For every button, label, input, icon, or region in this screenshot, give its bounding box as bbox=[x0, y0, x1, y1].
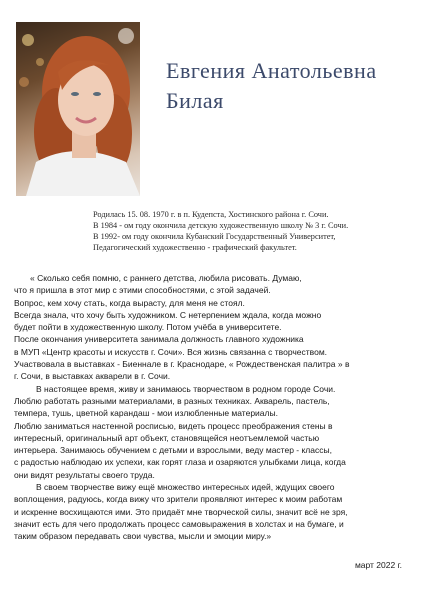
bio-line: В 1984 - ом году окончила детскую художественную школу № 3 г. Сочи. bbox=[93, 221, 349, 230]
bio-line: Педагогический художественно - графический факультет. bbox=[93, 243, 297, 252]
quote-line: г. Сочи, в выставках акварели в г. Сочи. bbox=[14, 371, 171, 382]
quote-line: Всегда знала, что хочу быть художником. С нетерпением ждала, когда можно bbox=[14, 309, 322, 320]
bio-line: Родилась 15. 08. 1970 г. в п. Кудепста, Хостинского района г. Сочи. bbox=[93, 210, 329, 219]
name-line-1: Евгения Анатольевна bbox=[166, 58, 377, 83]
portrait-photo bbox=[16, 22, 140, 196]
quote-line: Люблю работать разными материалами, в разных техниках. Акварель, пастель, bbox=[14, 395, 330, 406]
quote-line: Люблю заниматься настенной росписью, видеть процесс преображения стены в bbox=[14, 420, 333, 431]
quote-line: они видят результаты своего труда. bbox=[14, 469, 155, 480]
quote-line: В настоящее время, живу и занимаюсь творчеством в родном городе Сочи. bbox=[36, 383, 336, 394]
bio-line: В 1992- ом году окончила Кубанский Государственный Университет, bbox=[93, 232, 336, 241]
date-label: март 2022 г. bbox=[354, 560, 402, 570]
quote-line: воплощения, радуюсь, когда вижу что зрители проявляют интерес к моим работам bbox=[14, 494, 343, 505]
quote-line: темпера, тушь, цветной карандаш - мои излюбленные материалы. bbox=[14, 408, 278, 419]
quote-line: « Сколько себя помню, с раннего детства, любила рисовать. Думаю, bbox=[30, 273, 302, 283]
quote-block bbox=[14, 272, 416, 543]
quote-line: Участвовала в выставках - Биеннале в г. Краснодаре, « Рождественская палитра » в bbox=[14, 359, 350, 370]
quote-line: что я пришла в этот мир с этими способностями, с этой задачей. bbox=[14, 285, 271, 296]
quote-line: интерьера. Занимаюсь обучением с детьми и взрослыми, веду мастер - классы, bbox=[14, 445, 332, 456]
quote-line: будет пойти в художественную школу. Потом учёба в университете. bbox=[14, 322, 282, 333]
quote-line: таким образом передавать свои чувства, мысли и эмоции миру.» bbox=[14, 531, 272, 542]
quote-line: Вопрос, кем хочу стать, когда вырасту, для меня не стоял. bbox=[14, 297, 245, 308]
quote-line: значит есть для чего продолжать процесс самовыражения в холстах и на бумаге, и bbox=[14, 518, 344, 529]
bio-block bbox=[93, 209, 411, 253]
quote-line: После окончания университета занимала должность главного художника bbox=[14, 334, 304, 345]
quote-line: В своем творчестве вижу ещё множество интересных идей, ждущих своего bbox=[36, 482, 335, 493]
quote-line: интересный, оригинальный арт объект, становящейся неотъемлемой частью bbox=[14, 432, 320, 443]
person-name bbox=[166, 56, 416, 116]
quote-line: в МУП «Центр красоты и искусств г. Сочи». Вся жизнь связанна с творчеством. bbox=[14, 346, 328, 357]
quote-line: с радостью наблюдаю их успехи, как горят глаза и озаряются улыбками лица, когда bbox=[14, 457, 346, 468]
name-line-2: Билая bbox=[166, 88, 224, 113]
quote-line: и искренне восхищаются ими. Это придаёт мне творческой силы, значит всё не зря, bbox=[14, 506, 348, 517]
